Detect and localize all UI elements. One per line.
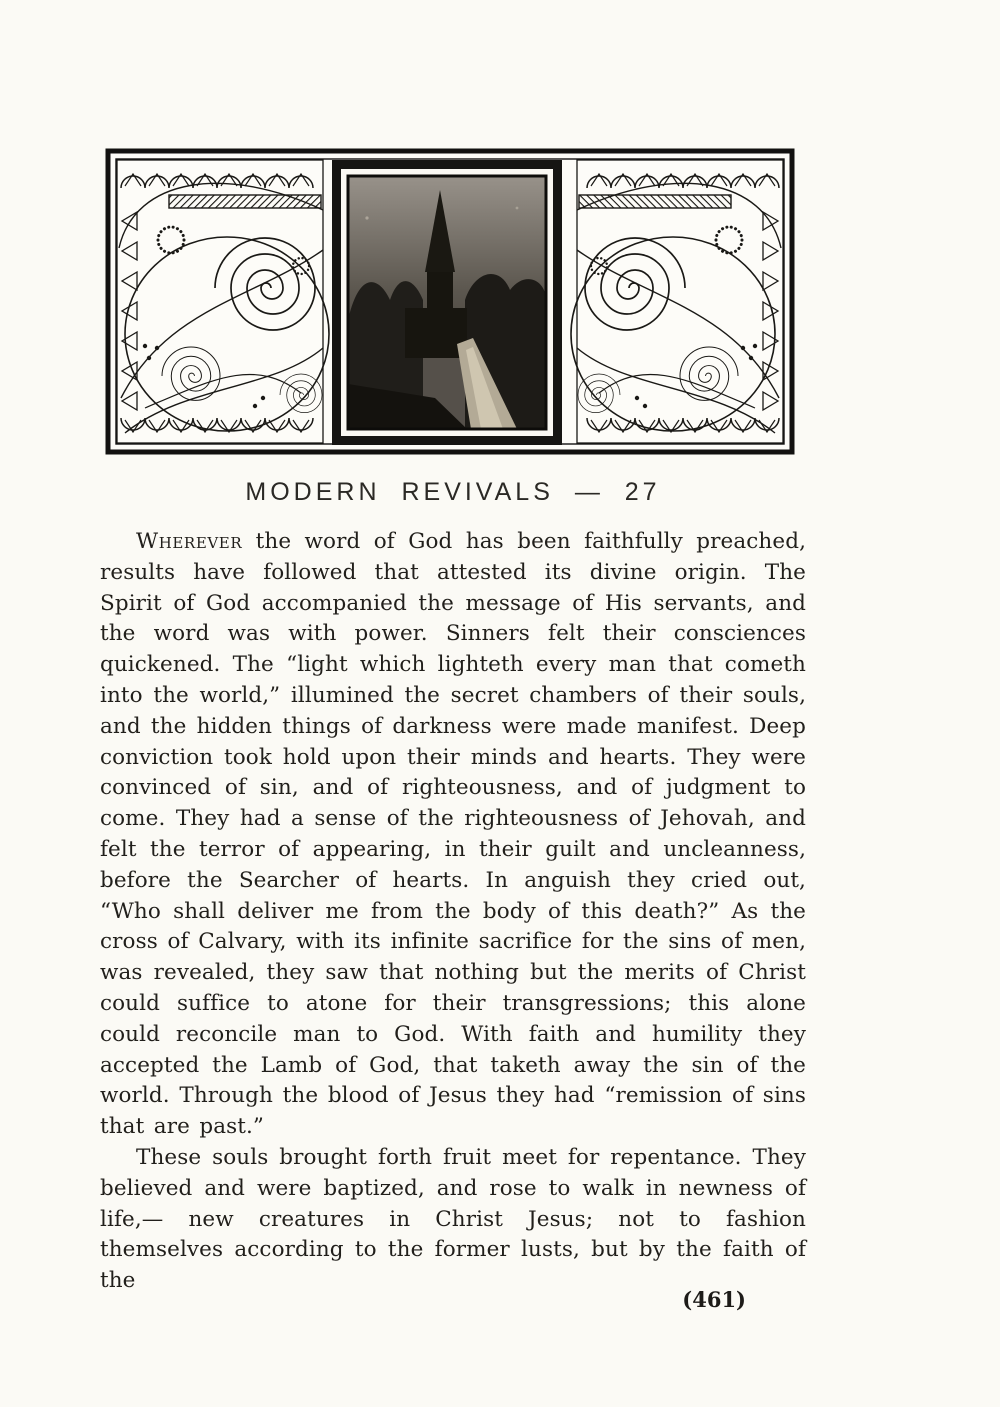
paragraph-2: These souls brought forth fruit meet for repentance. They believed and were baptized, and rose to walk in newness of life,— new creatures in Christ Jesus; not to fashion themselves according to the former lusts, but by the faith of the [100,1144,806,1294]
chapter-header-ornament [105,148,795,455]
ornament-graphic [105,148,795,455]
church-photo [332,160,562,445]
chapter-title: MODERN REVIVALS — 27 [245,478,661,506]
paragraph-1 [100,527,806,1143]
body-text [100,527,806,1297]
paragraph-1-text: the word of God has been faithfully preached, results have followed that attested its divine origin. The Spirit of God accompanied the message of His servants, and the word was with power. Sinners felt their consciences quickened. The “light which lighteth every man that cometh into the world,” illumined the secret chambers of their souls, and the hidden things of darkness were made manifest. Deep conviction took hold upon their minds and hearts. They were convinced of sin, and of righteousness, and of judgment to come. They had a sense of the righteousness of Jehovah, and felt the terror of appearing, in their guilt and uncleanness, before the Searcher of hearts. In anguish they cried out, “Who shall deliver me from the body of this death?” As the cross of Calvary, with its infinite sacrifice for the sins of men, was revealed, they saw that nothing but the merits of Christ could suffice to atone for their transgressions; this alone could reconcile man to God. With faith and humility they accepted the Lamb of God, that taketh away the sin of the world. Through the blood of Jesus they had “remission of sins that are past.” [100,529,806,1140]
page-number: (461) [682,1287,746,1312]
lead-word: Wherever [136,529,243,554]
